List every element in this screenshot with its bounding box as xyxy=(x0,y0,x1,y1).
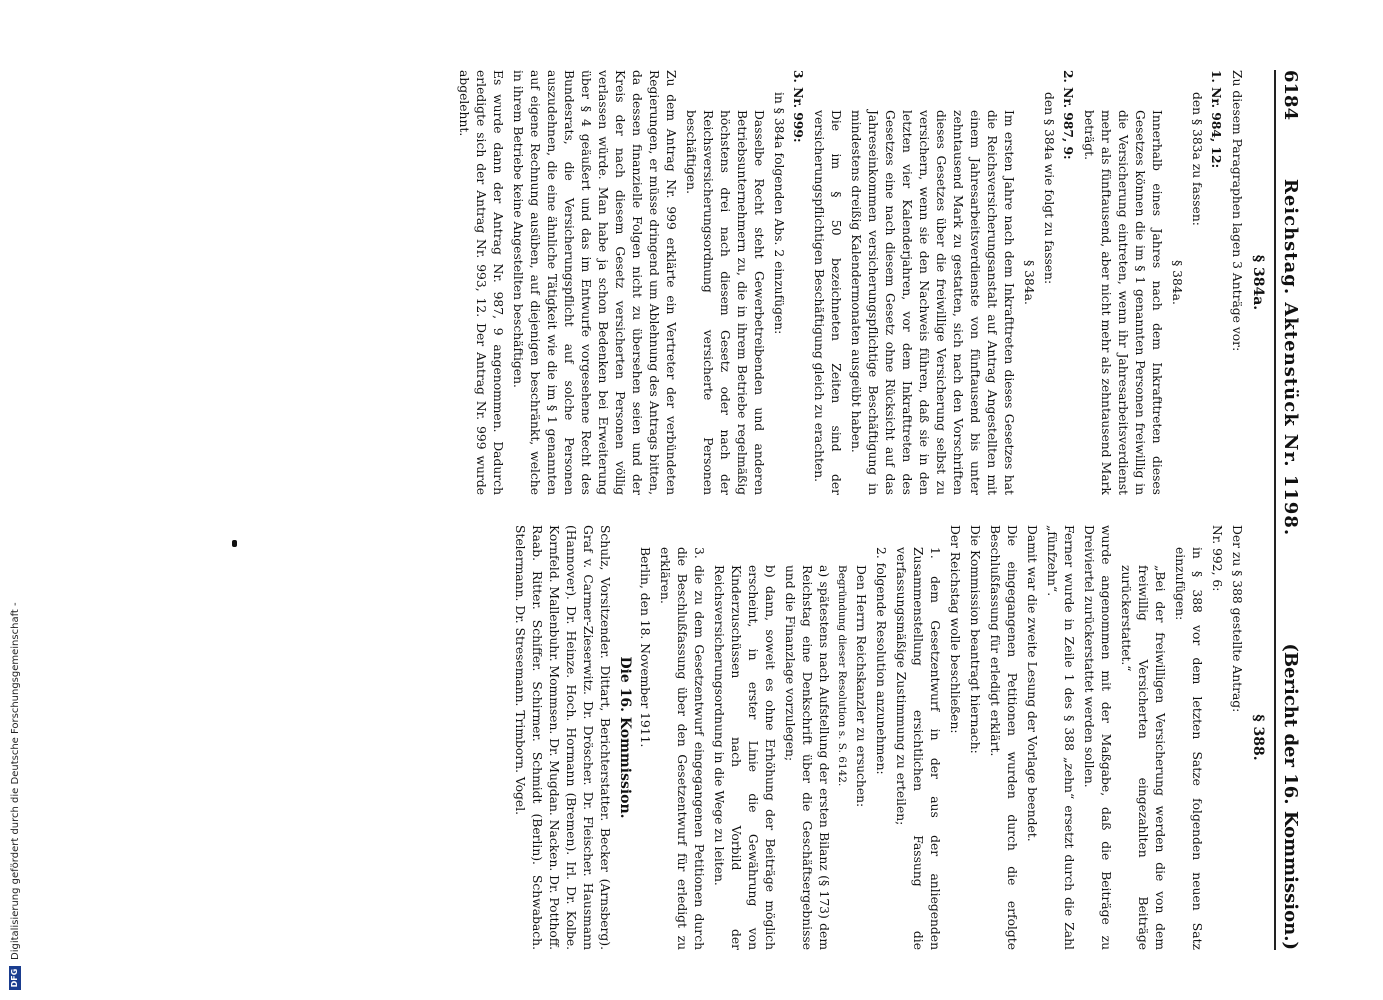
paragraph: Dasselbe Recht steht Gewerbetreibenden und anderen Betriebsunternehmern zu, die in ihrem Betriebe regelmäßig höchstens drei nach diesem Gesetz oder nach der Reichsversicherungsordnung versicherte Personen beschäftigen. xyxy=(684,110,766,495)
right-column xyxy=(508,525,1268,950)
paragraph: Zu diesem Paragraphen lagen 3 Anträge vor: xyxy=(1230,70,1244,352)
paragraph: den § 383a zu fassen: xyxy=(1190,92,1204,226)
page-title: Reichstag. Aktenstück Nr. 1198. xyxy=(1280,178,1301,537)
member-names: Schulz, Vorsitzender. Dittart, Berichterstatter. Becker (Arnsberg). Graf v. Carmer-Zieserwitz. Dr. Dröscher. Dr. Fleischer. Hausmann (Hannover). Dr. Heinze. Hoch. Hormann (Bremen). Irl. Dr. Kolbe. Kornfeld. Mallenbuhr. Mommsen. Dr. Mugdan. Nacken. Dr. Potthoff. Raab. Ritter. Schiffer. Schirmer. Schmidt (Berlin). Schwabach. Stelermann. Dr. Stresemann. Trimborn. Vogel. xyxy=(513,525,612,950)
item-heading: 2. Nr. 987, 9: xyxy=(1061,70,1076,160)
subsection-title: § 384a. xyxy=(1170,260,1184,305)
left-column xyxy=(452,70,1268,495)
section-title: § 384a. xyxy=(1250,254,1266,311)
paragraph: Der Reichstag wolle beschließen: xyxy=(948,525,962,734)
resolution-subitem: a) spätestens nach Aufstellung der ersten Bilanz (§ 173) dem Reichstag eine Denkschrift über die Geschäftsergebnisse und die Finanzlage vorzulegen; xyxy=(783,565,831,950)
resolution-subitem: b) dann, soweit es ohne Erhöhung der Beiträge möglich erscheint, in erster Linie die Gewährung von Kinderzuschüssen nach Vorbild der Reichsversicherungsordnung in die Wege zu leiten. xyxy=(712,565,777,950)
commission-signature: Die 16. Kommission. xyxy=(617,656,633,819)
paragraph: Innerhalb eines Jahres nach dem Inkrafttreten dieses Gesetzes können die im § 1 genannten Personen freiwillig in die Versicherung eintreten, wenn ihr Jahresarbeitsverdienst mehr als fünftausend, aber nicht mehr als zehntausend Mark beträgt. xyxy=(1082,110,1164,495)
paragraph: Der zu § 388 gestellte Antrag: xyxy=(1230,525,1244,713)
paragraph: Es wurde dann der Antrag Nr. 987, 9 angenommen. Dadurch erledigte sich der Antrag Nr. 993, 12. Der Antrag Nr. 999 wurde abgelehnt. xyxy=(457,70,505,495)
ink-speck xyxy=(232,540,237,547)
page-header xyxy=(1274,70,1316,950)
paragraph: den § 384a wie folgt zu fassen: xyxy=(1042,92,1056,285)
paragraph: Die eingegangenen Petitionen wurden durch die erfolgte Beschlußfassung für erledigt erklärt. xyxy=(988,525,1019,950)
paragraph: Die im § 50 bezeichneten Zeiten sind der versicherungspflichtigen Beschäftigung gleich zu erachten. xyxy=(812,110,843,495)
paragraph: Die Kommission beantragt hiernach: xyxy=(968,525,982,754)
paragraph: Nr. 992, 6: xyxy=(1210,525,1224,592)
item-heading: 3. Nr. 999: xyxy=(791,70,806,143)
resolution-item: 1. dem Gesetzentwurf in der aus der anliegenden Zusammenstellung ersichtlichen Fassung die verfassungsmäßige Zustimmung zu erteilen; xyxy=(894,547,942,950)
footer-credit xyxy=(8,270,22,990)
paragraph: in § 384a folgenden Abs. 2 einzufügen: xyxy=(772,92,786,335)
resolution-item: 2. folgende Resolution anzunehmen: xyxy=(874,547,888,775)
note: Begründung dieser Resolution s. S. 6142. xyxy=(836,565,848,787)
paragraph: Im ersten Jahre nach dem Inkrafttreten dieses Gesetzes hat die Reichsversicherungsanstalt auf Antrag Angestellten mit einem Jahresarbeitsverdienste von fünftausend bis unter zehntausend Mark zu gestatten, sich nach den Vorschriften dieses Gesetzes über die freiwillige Versicherung selbst zu versichern, wenn sie den Nachweis führen, daß sie in den letzten vier Kalenderjahren, vor dem Inkrafttreten des Gesetzes eine nach diesem Gesetz ohne Rücksicht auf das Jahreseinkommen versicherungspflichtige Beschäftigung in mindestens dreißig Kalendermonaten ausgeübt haben. xyxy=(849,110,1016,495)
section-title: § 388. xyxy=(1250,714,1266,761)
paragraph: Damit war die zweite Lesung der Vorlage beendet. xyxy=(1025,525,1039,842)
subsection-title: § 384a. xyxy=(1022,260,1036,305)
page-number: 6184 xyxy=(1280,70,1301,121)
paragraph: Den Herrn Reichskanzler zu ersuchen: xyxy=(854,565,868,808)
page-subtitle: (Bericht der 16. Kommission.) xyxy=(1280,643,1301,950)
document-page xyxy=(276,70,1316,950)
paragraph: „Bei der freiwilligen Versicherung werden die von dem freiwillig Versicherten eingezahlten Beiträge zurückerstattet.“ xyxy=(1119,565,1167,950)
resolution-item: 3. die zu dem Gesetzentwurf eingegangenen Petitionen durch die Beschlußfassung über den Gesetzentwurf für erledigt zu erklären. xyxy=(658,547,706,950)
item-heading: 1. Nr. 984, 12: xyxy=(1209,70,1224,169)
paragraph: wurde angenommen mit der Maßgabe, daß die Beiträge zu Dreiviertel zurückerstattet werden sollen. xyxy=(1082,525,1113,950)
paragraph: Zu dem Antrag Nr. 999 erklärte ein Vertreter der verbündeten Regierungen, er müsse dringend um Ablehnung des Antrags bitten, da dessen finanzielle Folgen nicht zu übersehen seien und der Kreis der nach diesem Gesetz versicherten Personen völlig verlassen würde. Man habe ja schon Bedenken bei Erweiterung über § 4 geäußert und das im Entwurfe vorgesehene Recht des Bundesrats, die Versicherungspflicht auf solche Personen auszudehnen, die eine ähnliche Tätigkeit wie die im § 1 genannten auf eigene Rechnung ausüben, auf diejenigen beschränkt, welche in ihrem Betriebe keine Angestellten beschäftigen. xyxy=(511,70,678,495)
paragraph: in § 388 vor dem letzten Satze folgenden neuen Satz einzufügen: xyxy=(1173,547,1204,950)
date-line: Berlin, den 18. November 1911. xyxy=(638,547,652,748)
paragraph: Ferner wurde in Zeile 1 des § 388 „zehn“ ersetzt durch die Zahl „fünfzehn“. xyxy=(1045,525,1076,950)
footer-text: Digitalisierung gefördert durch die Deutsche Forschungsgemeinschaft - xyxy=(9,602,21,960)
dfg-logo: DFG xyxy=(9,966,21,990)
